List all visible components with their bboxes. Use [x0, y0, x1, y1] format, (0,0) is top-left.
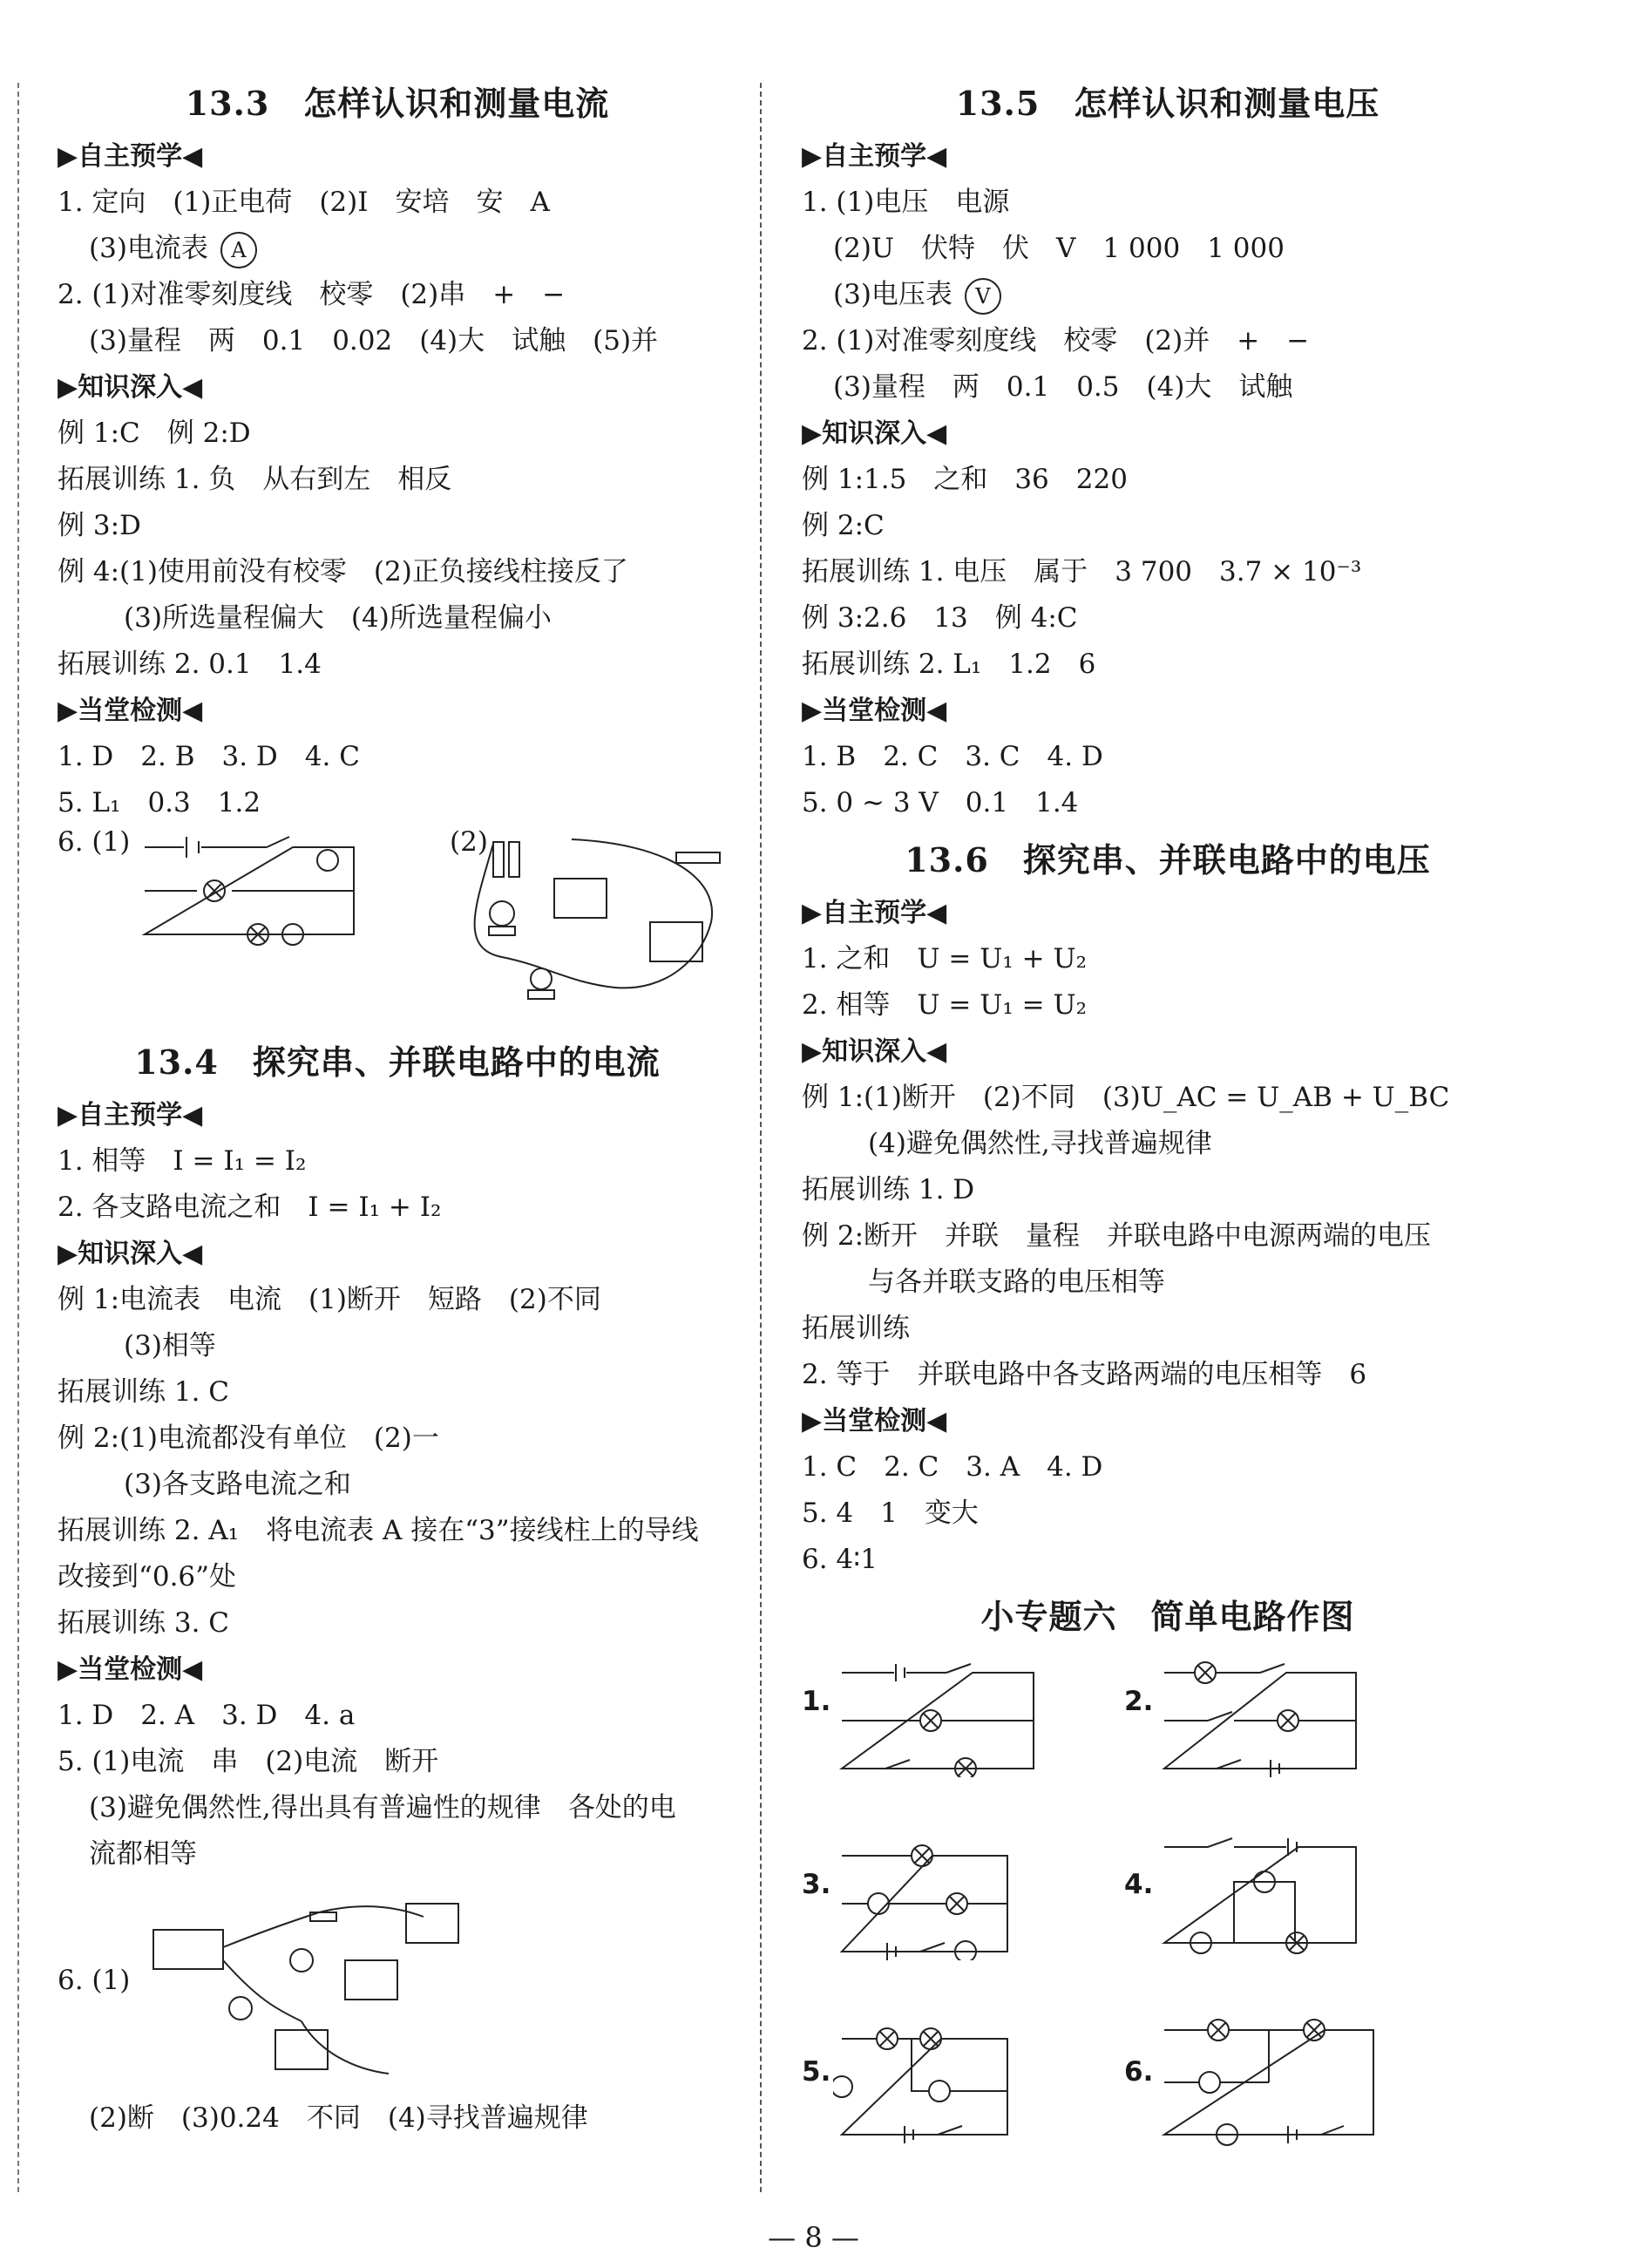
answer-line: 拓展训练 3. C: [58, 1607, 230, 1639]
answer-line: (3)避免偶然性,得出具有普遍性的规律 各处的电: [89, 1792, 676, 1823]
figure-label: 6. (1): [58, 1965, 131, 1996]
circuit-number: 5.: [802, 2056, 831, 2088]
answer-line: (4)避免偶然性,寻找普遍规律: [868, 1128, 1212, 1159]
answer-line: 5. (1)电流 串 (2)电流 断开: [58, 1746, 439, 1777]
answer-line: 拓展训练 2. A₁ 将电流表 A 接在“3”接线柱上的导线: [58, 1515, 699, 1546]
circuit-diagram-2: [1156, 1647, 1365, 1777]
figure-13-3-q6: [58, 826, 737, 1018]
heading-knowledge: ▶知识深入◀: [802, 1036, 947, 1067]
answer-line: 流都相等: [89, 1838, 197, 1870]
section-13-3-title: 13.3 怎样认识和测量电流: [185, 84, 610, 123]
answer-line: (3)量程 两 0.1 0.02 (4)大 试触 (5)并: [89, 325, 659, 356]
circuit-number: 2.: [1124, 1686, 1154, 1717]
answer-line: 1. 相等 I = I₁ = I₂: [58, 1145, 307, 1177]
answer-line: (3)电压表 V: [802, 272, 1534, 318]
answer-line: 5. 4 1 变大: [802, 1497, 979, 1529]
heading-knowledge: ▶知识深入◀: [802, 418, 947, 449]
section-13-6-title: 13.6 探究串、并联电路中的电压: [905, 840, 1431, 879]
answer-line: (2)断 (3)0.24 不同 (4)寻找普遍规律: [89, 2102, 588, 2134]
answer-line: 1. 定向 (1)正电荷 (2)I 安培 安 A: [58, 187, 550, 218]
answer-line: 5. 0 ~ 3 V 0.1 1.4: [802, 787, 1079, 818]
heading-check: ▶当堂检测◀: [802, 1406, 947, 1436]
answer-line: 1. B 2. C 3. C 4. D: [802, 741, 1103, 772]
circuit-diagram-13-3-1: [136, 830, 363, 961]
answer-line: 1. 之和 U = U₁ + U₂: [802, 943, 1088, 974]
column-divider: [760, 83, 762, 2192]
answer-line: (3)量程 两 0.1 0.5 (4)大 试触: [833, 371, 1293, 403]
answer-line: (3)相等: [124, 1330, 216, 1361]
heading-knowledge: ▶知识深入◀: [58, 1239, 203, 1269]
figure-label: 6. (1): [58, 826, 131, 858]
answer-line: (3)各支路电流之和: [124, 1469, 351, 1500]
circuit-diagram-6: [1156, 1995, 1391, 2152]
circuit-drawing-grid: [802, 1647, 1534, 2204]
answer-line: 1. (1)电压 电源: [802, 187, 1010, 218]
circuit-diagram-4: [1156, 1821, 1365, 1969]
answer-line: 拓展训练 1. D: [802, 1174, 975, 1205]
answer-line: 改接到“0.6”处: [58, 1561, 236, 1592]
circuit-diagram-5: [833, 2004, 1042, 2152]
answer-line: 例 1:1.5 之和 36 220: [802, 464, 1128, 495]
answer-line: (3)电流表 A: [58, 226, 737, 272]
answer-line: 拓展训练 1. 负 从右到左 相反: [58, 464, 452, 495]
answer-line: 1. C 2. C 3. A 4. D: [802, 1451, 1103, 1483]
answer-line: 例 4:(1)使用前没有校零 (2)正负接线柱接反了: [58, 556, 628, 587]
left-dashed-border: [17, 83, 19, 2192]
answer-line: 2. (1)对准零刻度线 校零 (2)串 + −: [58, 279, 566, 310]
apparatus-sketch-13-4: [145, 1878, 493, 2091]
answer-line: 1. D 2. B 3. D 4. C: [58, 741, 360, 772]
answer-line: 5. L₁ 0.3 1.2: [58, 787, 261, 818]
answer-line: 拓展训练 2. 0.1 1.4: [58, 648, 322, 680]
answer-line: (2)U 伏特 伏 V 1 000 1 000: [833, 233, 1285, 264]
circuit-diagram-3: [833, 1821, 1042, 1960]
circuit-number: 4.: [1124, 1869, 1154, 1900]
heading-self-study: ▶自主预学◀: [802, 141, 947, 172]
apparatus-sketch-13-3-2: [441, 826, 729, 1014]
answer-line: 例 2:(1)电流都没有单位 (2)一: [58, 1423, 439, 1454]
topic-6-title: 小专题六 简单电路作图: [980, 1597, 1355, 1636]
answer-line: 6. 4∶1: [802, 1544, 878, 1575]
answer-line: 拓展训练: [802, 1313, 910, 1344]
answer-line: 例 1:C 例 2:D: [58, 418, 251, 449]
answer-line: 2. (1)对准零刻度线 校零 (2)并 + −: [802, 325, 1310, 356]
circuit-diagram-1: [833, 1647, 1042, 1777]
circuit-number: 3.: [802, 1869, 831, 1900]
answer-line: 拓展训练 1. C: [58, 1376, 230, 1408]
heading-self-study: ▶自主预学◀: [58, 141, 203, 172]
answer-line: (3)所选量程偏大 (4)所选量程偏小: [124, 602, 552, 634]
heading-check: ▶当堂检测◀: [802, 696, 947, 726]
answer-line: 例 2:C: [802, 510, 885, 541]
voltmeter-symbol-icon: V: [965, 278, 1001, 315]
circuit-number: 1.: [802, 1686, 831, 1717]
circuit-number: 6.: [1124, 2056, 1154, 2088]
heading-check: ▶当堂检测◀: [58, 1654, 203, 1685]
answer-line: 例 1:(1)断开 (2)不同 (3)U_AC = U_AB + U_BC: [802, 1082, 1450, 1113]
answer-line: 例 3:2.6 13 例 4:C: [802, 602, 1078, 634]
answer-line: 2. 各支路电流之和 I = I₁ + I₂: [58, 1192, 442, 1223]
page-number: — 8 —: [768, 2221, 859, 2254]
right-column: [802, 70, 1534, 2204]
heading-knowledge: ▶知识深入◀: [58, 372, 203, 403]
answer-line: 例 1:电流表 电流 (1)断开 短路 (2)不同: [58, 1284, 601, 1315]
answer-line: 例 2:断开 并联 量程 并联电路中电源两端的电压: [802, 1220, 1432, 1252]
answer-line: 1. D 2. A 3. D 4. a: [58, 1700, 356, 1731]
figure-13-4-q6: [58, 1878, 737, 2095]
answer-line: 拓展训练 1. 电压 属于 3 700 3.7 × 10⁻³: [802, 556, 1362, 587]
ammeter-symbol-icon: A: [220, 232, 257, 268]
heading-self-study: ▶自主预学◀: [58, 1100, 203, 1131]
answer-line: 拓展训练 2. L₁ 1.2 6: [802, 648, 1096, 680]
section-13-5-title: 13.5 怎样认识和测量电压: [955, 84, 1380, 123]
left-column: [58, 70, 737, 2142]
answer-line: 2. 等于 并联电路中各支路两端的电压相等 6: [802, 1359, 1367, 1390]
answer-line: 例 3:D: [58, 510, 141, 541]
heading-check: ▶当堂检测◀: [58, 696, 203, 726]
figure-label: (2): [450, 826, 488, 858]
answer-line: 2. 相等 U = U₁ = U₂: [802, 989, 1088, 1021]
heading-self-study: ▶自主预学◀: [802, 898, 947, 928]
section-13-4-title: 13.4 探究串、并联电路中的电流: [134, 1042, 661, 1082]
answer-line: 与各并联支路的电压相等: [868, 1266, 1165, 1298]
